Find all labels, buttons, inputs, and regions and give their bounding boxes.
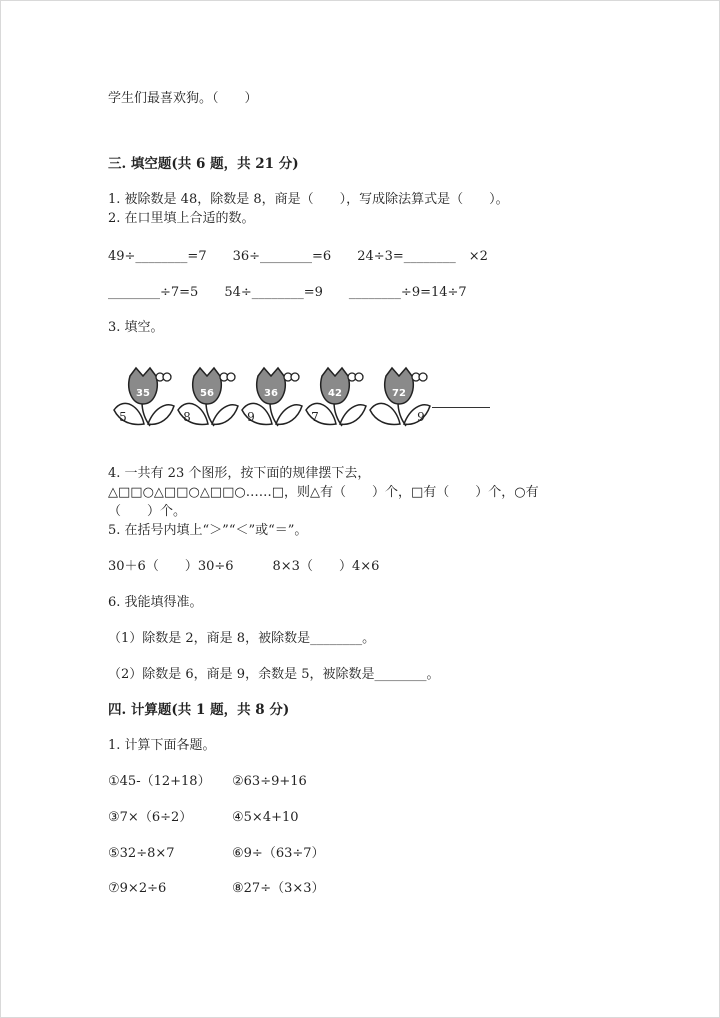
q5-row: 30＋6（ ）30÷6 8×3（ ）4×6 bbox=[108, 559, 380, 574]
q1-text: 1. 被除数是 48，除数是 8，商是（ ），写成除法算式是（ ）。 bbox=[108, 192, 509, 207]
intro-line: 学生们最喜欢狗。（ ） bbox=[108, 91, 258, 106]
tulip-1 bbox=[114, 368, 174, 426]
q4-line2: △□□○△□□○△□□○……□，则△有（ ）个，□有（ ）个，○有 bbox=[108, 485, 539, 500]
tulip-3-number: 36 bbox=[264, 388, 278, 399]
q2-row2: ________÷7=5 54÷________=9 ________÷9=14÷7 bbox=[108, 285, 467, 300]
tulip-3 bbox=[242, 368, 302, 426]
q4-line3: （ ）个。 bbox=[108, 504, 187, 519]
section4-heading: 四. 计算题(共 1 题，共 8 分) bbox=[108, 702, 290, 718]
tulip-1-number: 35 bbox=[136, 388, 150, 399]
q6-text: 6. 我能填得准。 bbox=[108, 595, 203, 610]
q6-part1: （1）除数是 2，商是 8，被除数是________。 bbox=[108, 631, 376, 646]
calc-item-7: ⑦9×2÷6 bbox=[108, 881, 167, 896]
q3-text: 3. 填空。 bbox=[108, 320, 164, 335]
q6-part2: （2）除数是 6，商是 9，余数是 5，被除数是________。 bbox=[108, 667, 440, 682]
tulip-2 bbox=[178, 368, 238, 426]
calc-item-8: ⑧27÷（3×3） bbox=[232, 881, 325, 896]
tulip-4-number: 42 bbox=[328, 388, 342, 399]
tulip-5-leaf: 9 bbox=[417, 410, 425, 424]
tulip-3-leaf: 9 bbox=[247, 410, 255, 424]
q4-line1: 4. 一共有 23 个图形，按下面的规律摆下去， bbox=[108, 466, 371, 481]
calc-item-3: ③7×（6÷2） bbox=[108, 810, 193, 825]
answer-blank-line bbox=[432, 407, 490, 408]
section3-heading: 三. 填空题(共 6 题，共 21 分) bbox=[108, 156, 299, 172]
tulip-2-number: 56 bbox=[200, 388, 214, 399]
tulip-5 bbox=[370, 368, 430, 426]
tulip-4 bbox=[306, 368, 366, 426]
calc-item-4: ④5×4+10 bbox=[232, 810, 299, 825]
s4-q1-text: 1. 计算下面各题。 bbox=[108, 738, 216, 753]
tulip-sequence bbox=[110, 366, 500, 430]
calc-item-1: ①45-（12+18） bbox=[108, 774, 211, 789]
q2-row1: 49÷________=7 36÷________=6 24÷3=________ ×2 bbox=[108, 249, 488, 264]
q5-text: 5. 在括号内填上“＞”“＜”或“＝”。 bbox=[108, 523, 308, 538]
tulip-4-leaf: 7 bbox=[311, 410, 319, 424]
calc-item-6: ⑥9÷（63÷7） bbox=[232, 846, 325, 861]
tulip-2-leaf: 8 bbox=[183, 410, 191, 424]
calc-item-5: ⑤32÷8×7 bbox=[108, 846, 175, 861]
q2-text: 2. 在口里填上合适的数。 bbox=[108, 211, 255, 226]
tulip-5-number: 72 bbox=[392, 388, 406, 399]
calc-item-2: ②63÷9+16 bbox=[232, 774, 307, 789]
tulip-1-leaf: 5 bbox=[119, 410, 127, 424]
